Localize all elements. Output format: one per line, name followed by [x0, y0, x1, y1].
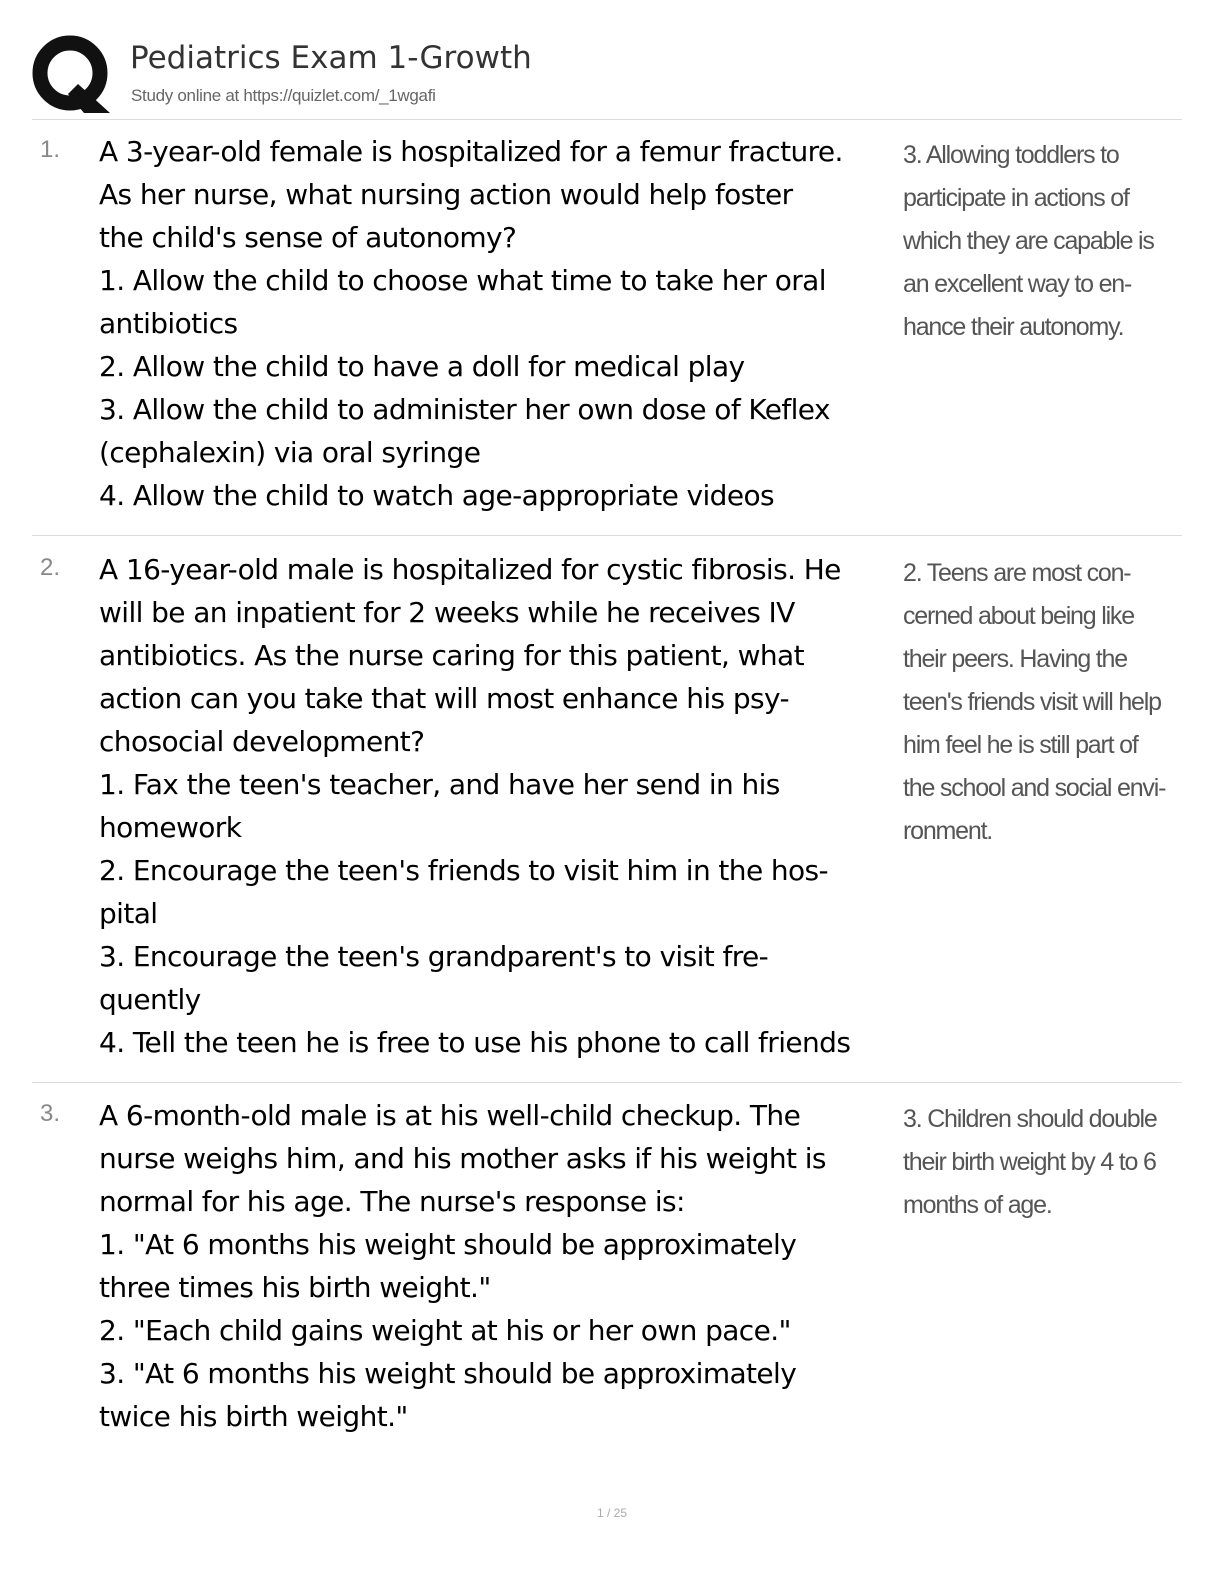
card-term — [99, 1094, 899, 1438]
card-number: 3. — [40, 1100, 61, 1127]
term-line: 4. Allow the child to watch age-appropriate videos — [99, 479, 774, 512]
term-line: antibiotics — [99, 307, 238, 340]
term-line: 1. Allow the child to choose what time to take her oral — [99, 264, 826, 297]
study-online-link[interactable]: Study online at https://quizlet.com/_1wgafi — [131, 86, 436, 105]
card-definition — [903, 552, 1178, 853]
card-definition — [903, 134, 1178, 349]
definition-line: 3. Children should double — [903, 1105, 1157, 1133]
definition-line: him feel he is still part of — [903, 731, 1138, 759]
term-line: will be an inpatient for 2 weeks while he receives IV — [99, 596, 795, 629]
term-line: A 16-year-old male is hospitalized for cystic fibrosis. He — [99, 553, 841, 586]
definition-line: which they are capable is — [903, 227, 1154, 255]
term-line: homework — [99, 811, 242, 844]
card-term — [99, 548, 899, 1064]
definition-line: months of age. — [903, 1191, 1052, 1219]
term-line: pital — [99, 897, 158, 930]
term-line: chosocial development? — [99, 725, 425, 758]
flashcard-2 — [32, 548, 1182, 1083]
card-number: 2. — [40, 554, 61, 581]
flashcard-1 — [32, 130, 1182, 536]
card-definition — [903, 1098, 1178, 1227]
term-line: 2. Allow the child to have a doll for medical play — [99, 350, 745, 383]
definition-line: ronment. — [903, 817, 993, 845]
definition-line: their birth weight by 4 to 6 — [903, 1148, 1156, 1176]
definition-line: cerned about being like — [903, 602, 1134, 630]
term-line: 1. Fax the teen's teacher, and have her send in his — [99, 768, 780, 801]
definition-line: teen's friends visit will help — [903, 688, 1161, 716]
definition-line: 2. Teens are most con- — [903, 559, 1131, 587]
definition-line: an excellent way to en- — [903, 270, 1132, 298]
term-line: A 3-year-old female is hospitalized for a femur fracture. — [99, 135, 843, 168]
term-line: 4. Tell the teen he is free to use his phone to call friends — [99, 1026, 851, 1059]
definition-line: hance their autonomy. — [903, 313, 1124, 341]
term-line: A 6-month-old male is at his well-child checkup. The — [99, 1099, 801, 1132]
flashcard-3 — [32, 1094, 1182, 1444]
term-line: 3. Encourage the teen's grandparent's to visit fre- — [99, 940, 769, 973]
term-line: As her nurse, what nursing action would help foster — [99, 178, 793, 211]
term-line: 1. "At 6 months his weight should be approximately — [99, 1228, 797, 1261]
page-number: 1 / 25 — [596, 1506, 628, 1520]
term-line: quently — [99, 983, 201, 1016]
definition-line: the school and social envi- — [903, 774, 1166, 802]
term-line: 2. Encourage the teen's friends to visit him in the hos- — [99, 854, 829, 887]
term-line: normal for his age. The nurse's response is: — [99, 1185, 685, 1218]
term-line: 3. "At 6 months his weight should be approximately — [99, 1357, 797, 1390]
term-line: three times his birth weight." — [99, 1271, 491, 1304]
definition-line: 3. Allowing toddlers to — [903, 141, 1119, 169]
page-header — [32, 30, 1182, 120]
definition-line: their peers. Having the — [903, 645, 1127, 673]
term-line: twice his birth weight." — [99, 1400, 408, 1433]
term-line: nurse weighs him, and his mother asks if his weight is — [99, 1142, 826, 1175]
term-line: action can you take that will most enhance his psy- — [99, 682, 789, 715]
card-number: 1. — [40, 136, 61, 163]
term-line: (cephalexin) via oral syringe — [99, 436, 481, 469]
term-line: the child's sense of autonomy? — [99, 221, 517, 254]
card-term — [99, 130, 899, 517]
term-line: antibiotics. As the nurse caring for this patient, what — [99, 639, 804, 672]
definition-line: participate in actions of — [903, 184, 1129, 212]
term-line: 3. Allow the child to administer her own dose of Keflex — [99, 393, 830, 426]
term-line: 2. "Each child gains weight at his or her own pace." — [99, 1314, 791, 1347]
quizlet-logo-icon — [32, 34, 112, 114]
page-title: Pediatrics Exam 1-Growth — [130, 40, 532, 76]
